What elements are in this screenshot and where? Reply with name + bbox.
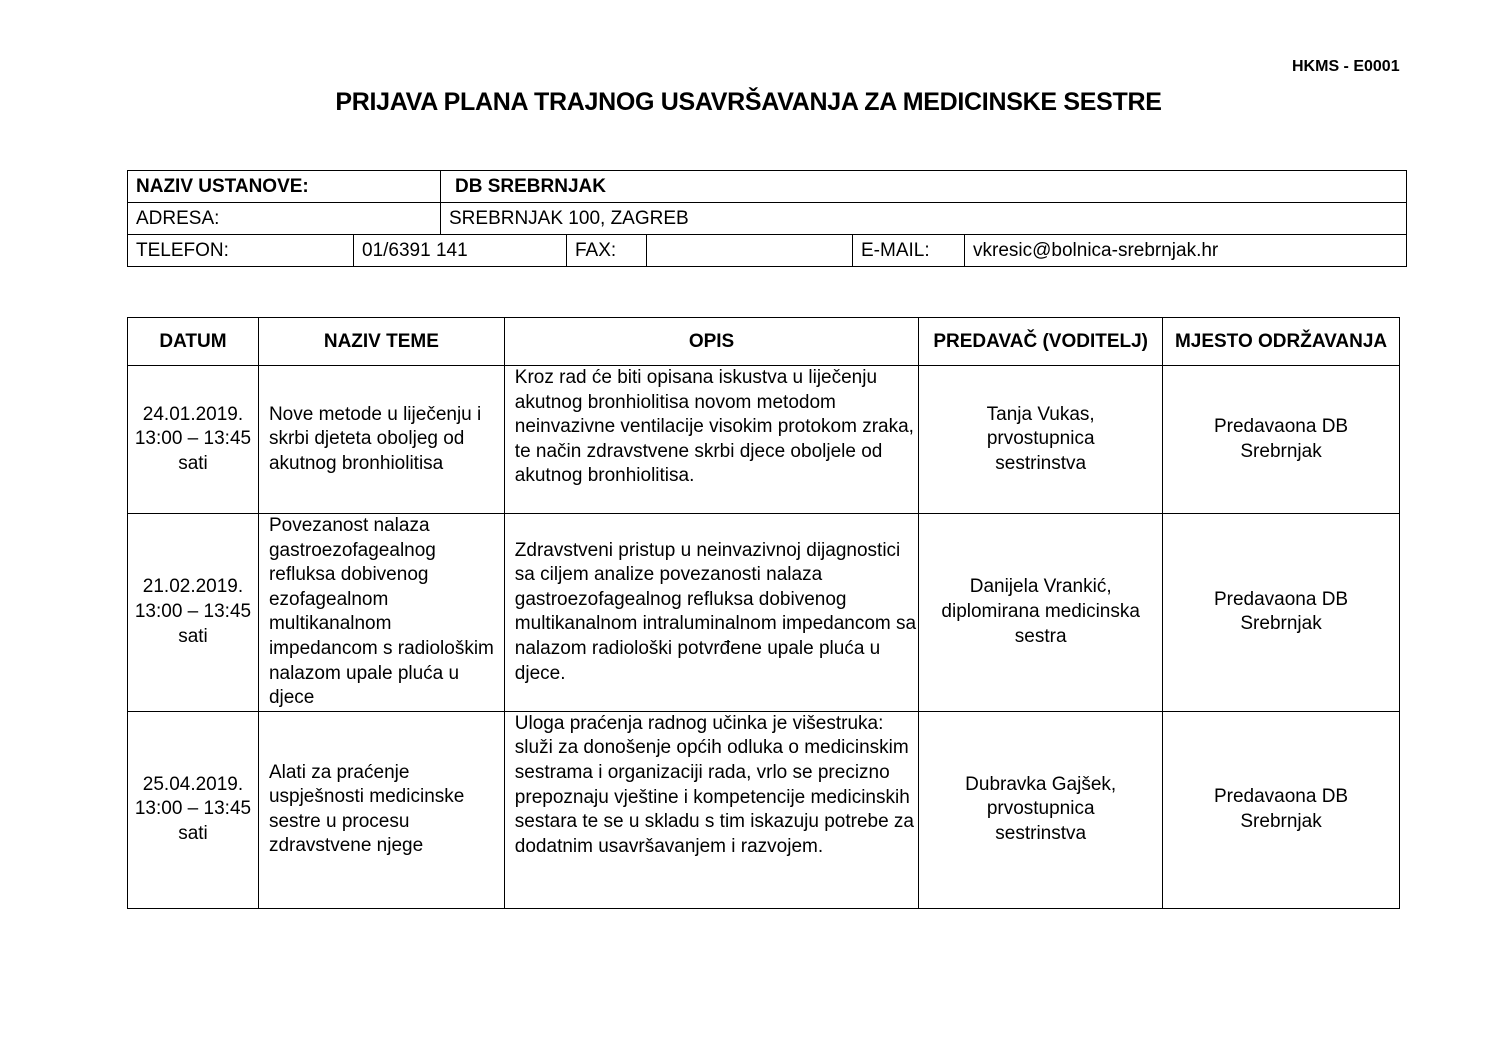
email-value: vkresic@bolnica-srebrnjak.hr [965, 235, 1407, 267]
email-label: E-MAIL: [853, 235, 965, 267]
cell-description: Zdravstveni pristup u neinvazivnoj dijagnostici sa ciljem analize povezanosti nalaza gastroezofagealnog refluksa dobivenog multikanalnom intraluminalnom impedancom sa nalazom radiološki potvrđene upale pluća u djece. [504, 514, 918, 712]
institution-value: DB SREBRNJAK [441, 171, 1407, 203]
address-row [128, 203, 1407, 235]
header-date: DATUM [128, 318, 259, 366]
header-lecturer: PREDAVAČ (VODITELJ) [919, 318, 1163, 366]
cell-topic: Povezanost nalaza gastroezofagealnog refluksa dobivenog ezofagealnom multikanalnom impedancom s radiološkim nalazom upale pluća u djece [258, 514, 504, 712]
address-label: ADRESA: [128, 203, 441, 235]
address-value: SREBRNJAK 100, ZAGREB [441, 203, 1407, 235]
cell-date: 25.04.2019. 13:00 – 13:45 sati [128, 711, 259, 908]
phone-label: TELEFON: [128, 235, 354, 267]
document-code: HKMS - E0001 [1292, 58, 1400, 75]
phone-value: 01/6391 141 [354, 235, 567, 267]
fax-value [647, 235, 853, 267]
cell-lecturer: Tanja Vukas, prvostupnica sestrinstva [919, 366, 1163, 514]
cell-location: Predavaona DB Srebrnjak [1163, 711, 1400, 908]
institution-label: NAZIV USTANOVE: [128, 171, 441, 203]
contact-row [128, 235, 1407, 267]
cell-lecturer: Danijela Vrankić, diplomirana medicinska sestra [919, 514, 1163, 712]
institution-info-table [127, 170, 1407, 267]
institution-row [128, 171, 1407, 203]
header-location: MJESTO ODRŽAVANJA [1163, 318, 1400, 366]
header-topic: NAZIV TEME [258, 318, 504, 366]
header-description: OPIS [504, 318, 918, 366]
cell-date: 21.02.2019. 13:00 – 13:45 sati [128, 514, 259, 712]
cell-topic: Nove metode u liječenju i skrbi djeteta oboljeg od akutnog bronhiolitisa [258, 366, 504, 514]
table-row [128, 711, 1400, 908]
table-header-row [128, 318, 1400, 366]
training-plan-table [127, 317, 1400, 909]
table-row [128, 514, 1400, 712]
cell-date: 24.01.2019. 13:00 – 13:45 sati [128, 366, 259, 514]
page-title: PRIJAVA PLANA TRAJNOG USAVRŠAVANJA ZA MEDICINSKE SESTRE [335, 88, 1162, 116]
table-row [128, 366, 1400, 514]
cell-topic: Alati za praćenje uspješnosti medicinske sestre u procesu zdravstvene njege [258, 711, 504, 908]
cell-description: Uloga praćenja radnog učinka je višestruka: služi za donošenje općih odluka o medicinskim sestrama i organizaciji rada, vrlo se precizno prepoznaju vještine i kompetencije medicinskih sestara te se u skladu s tim iskazuju potrebe za dodatnim usavršavanjem i razvojem. [504, 711, 918, 908]
cell-lecturer: Dubravka Gajšek, prvostupnica sestrinstva [919, 711, 1163, 908]
fax-label: FAX: [567, 235, 647, 267]
cell-description: Kroz rad će biti opisana iskustva u liječenju akutnog bronhiolitisa novom metodom neinvazivne ventilacije visokim protokom zraka, te način zdravstvene skrbi djece oboljele od akutnog bronhiolitisa. [504, 366, 918, 514]
cell-location: Predavaona DB Srebrnjak [1163, 366, 1400, 514]
cell-location: Predavaona DB Srebrnjak [1163, 514, 1400, 712]
